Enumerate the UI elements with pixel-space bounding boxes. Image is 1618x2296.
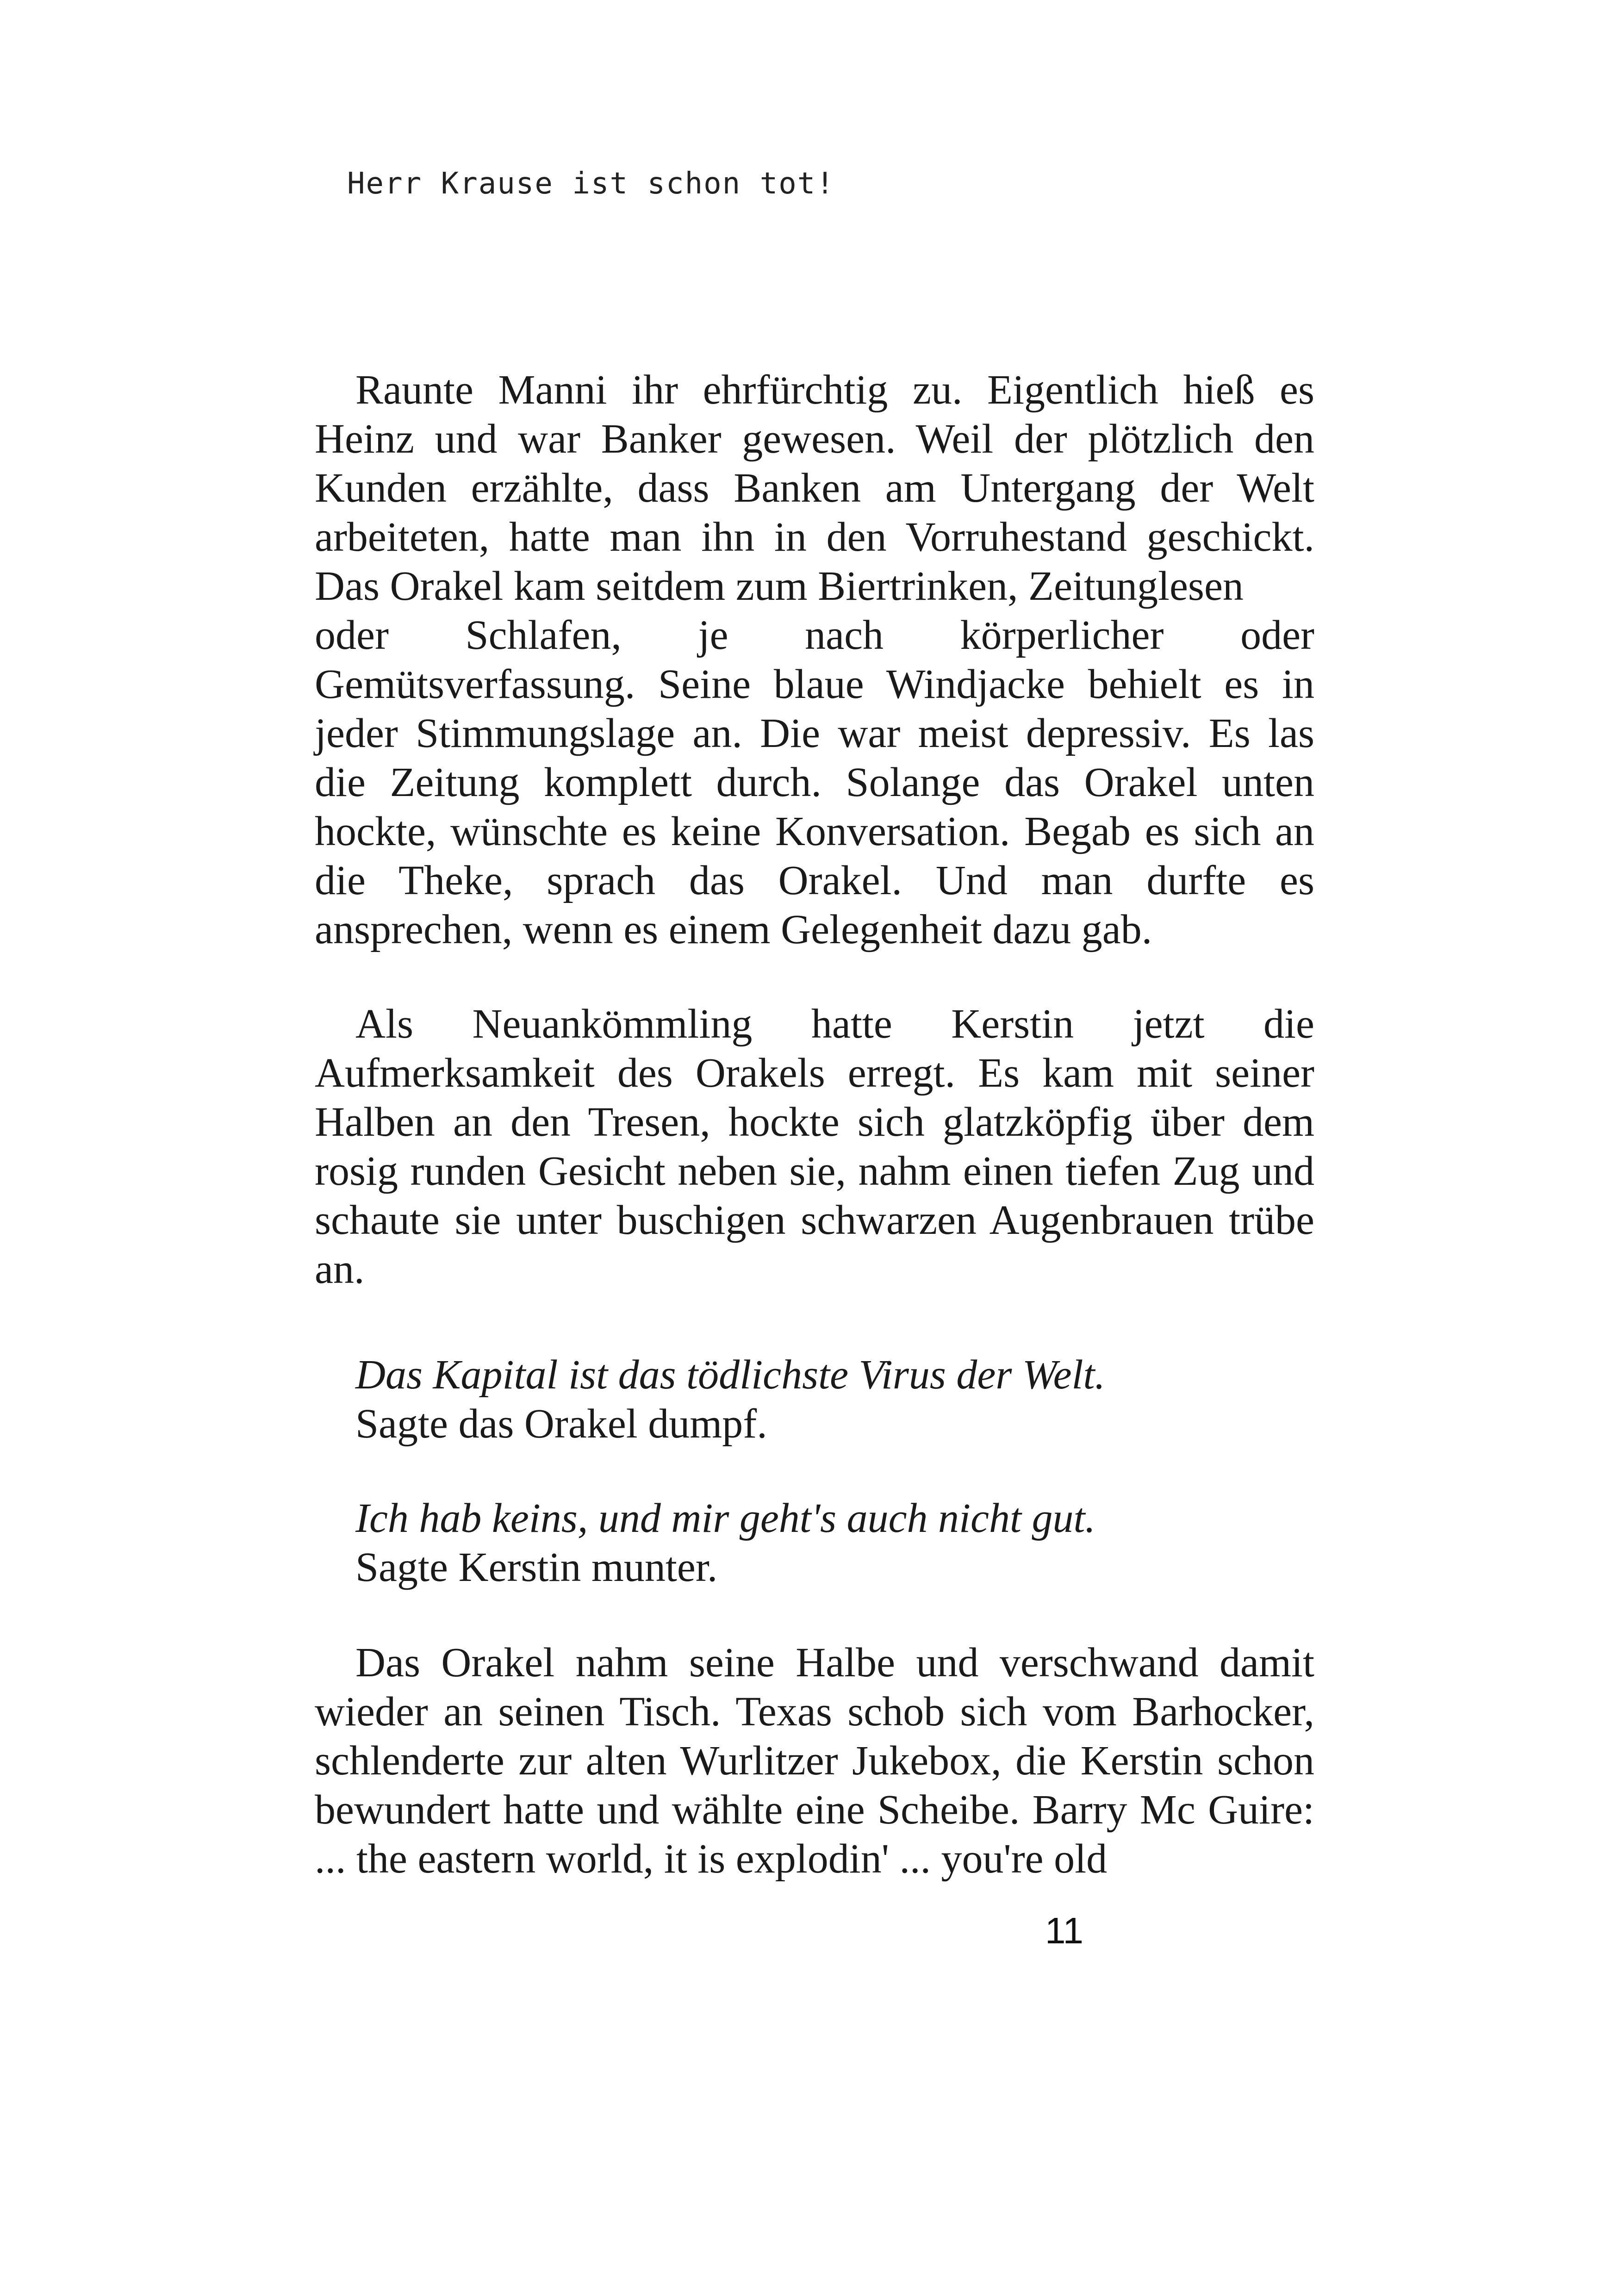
dialogue-exchange-1 <box>355 1350 1309 1449</box>
paragraph-3: Das Orakel nahm seine Halbe und verschwand damit wieder an seinen Tisch. Texas schob sich vom Barhocker, schlenderte zur alten Wurlitzer Jukebox, die Kerstin schon bewundert hatte und wählte eine Scheibe. Barry Mc Guire: ... the eastern world, it is explodin' ... you're old <box>315 1640 1314 1882</box>
paragraph-1 <box>315 366 1314 954</box>
dialogue-quote: Das Kapital ist das tödlichste Virus der Welt. <box>355 1352 1106 1398</box>
running-header: Herr Krause ist schon tot! <box>347 167 835 201</box>
page-number: 11 <box>1045 1910 1084 1951</box>
paragraph-1-part-a: Raunte Manni ihr ehrfürchtig zu. Eigentlich hieß es Heinz und war Banker gewesen. Weil der plötzlich den Kunden erzählte, dass Banken am Untergang der Welt arbeiteten, hatte man ihn in den Vorruhestand geschickt. Das Orakel kam seitdem zum Biertrinken, Zeitunglesen <box>315 367 1314 609</box>
dialogue-speaker: Sagte Kerstin munter. <box>355 1544 718 1590</box>
dialogue-exchange-2 <box>355 1494 1309 1592</box>
paragraph-1-part-c: Gemütsverfassung. Seine blaue Windjacke behielt es in jeder Stimmungslage an. Die war meist depressiv. Es las die Zeitung komplett durch. Solange das Orakel unten hockte, wünschte es keine Konversation. Begab es sich an die Theke, sprach das Orakel. Und man durfte es ansprechen, wenn es einem Gelegenheit dazu gab. <box>315 661 1314 952</box>
paragraph-2: Als Neuankömmling hatte Kerstin jetzt die Aufmerksamkeit des Orakels erregt. Es kam mit seiner Halben an den Tresen, hockte sich glatzköpfig über dem rosig runden Gesicht neben sie, nahm einen tiefen Zug und schaute sie unter buschigen schwarzen Augenbrauen trübe an. <box>315 1001 1314 1292</box>
paragraph-1-part-b: oder Schlafen, je nach körperlicher oder <box>315 612 1314 658</box>
dialogue-quote: Ich hab keins, und mir geht's auch nicht gut. <box>355 1495 1095 1541</box>
dialogue-speaker: Sagte das Orakel dumpf. <box>355 1401 767 1447</box>
